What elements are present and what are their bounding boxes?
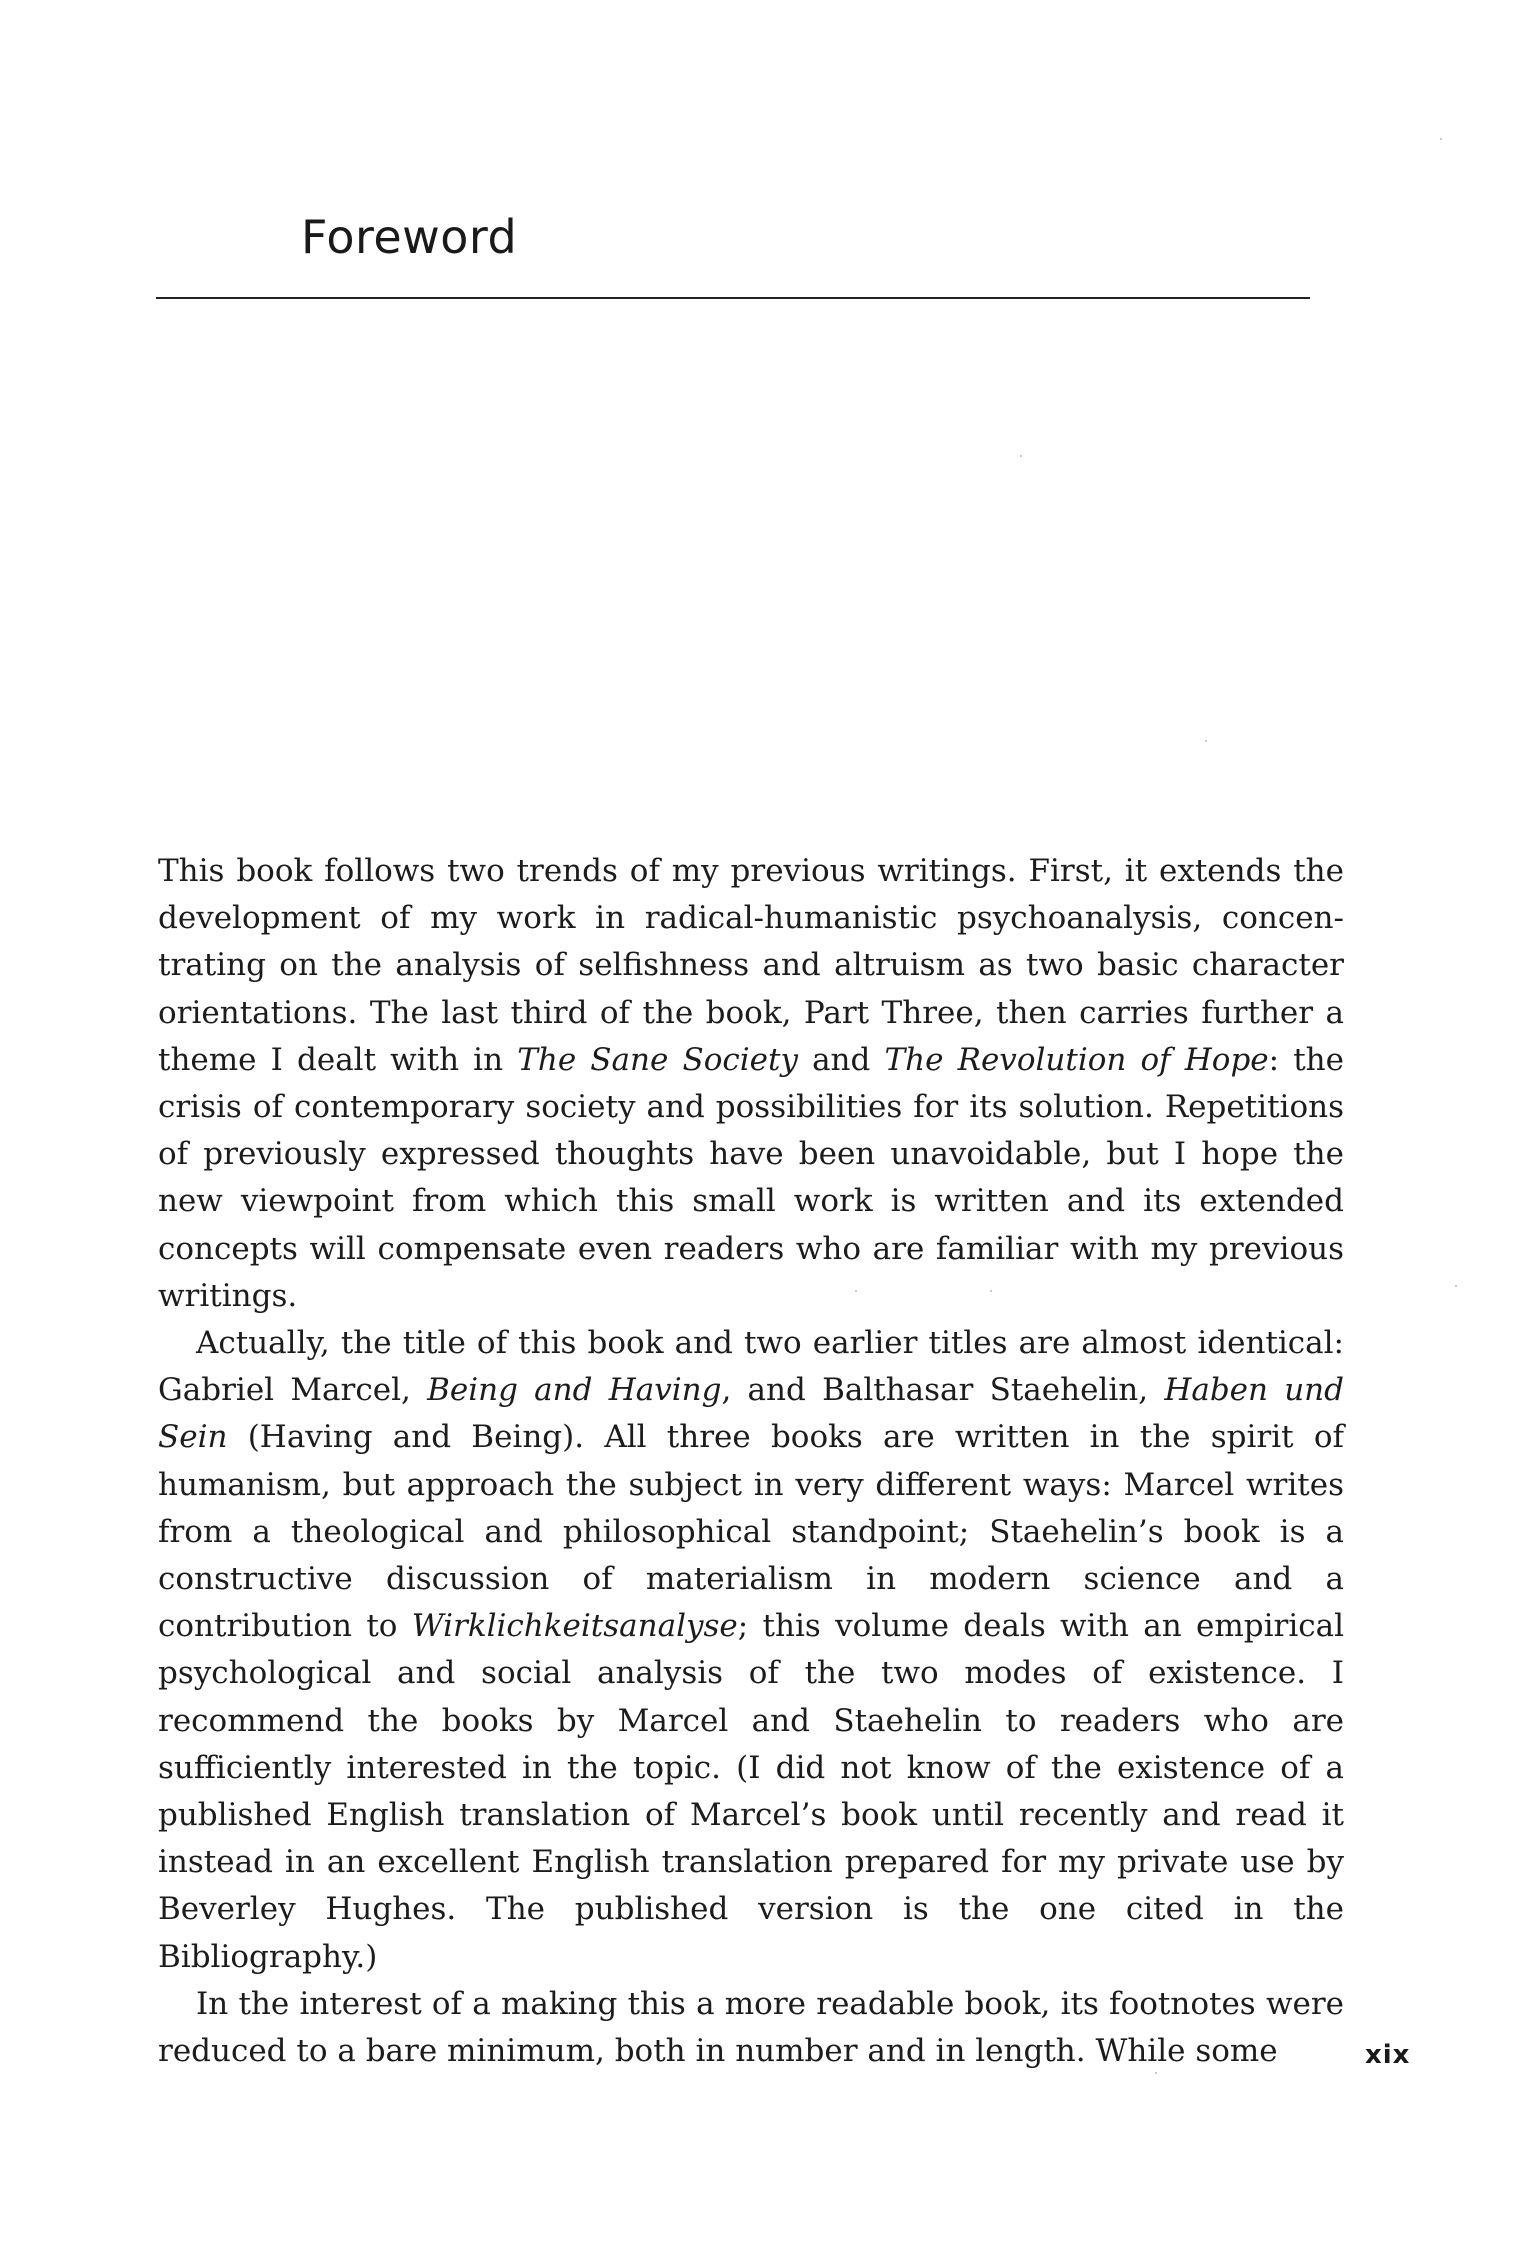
paragraph-3-text-1: In the interest of a making this a more readable book, its footnotes were reduced to a bare minimum, both in number and in length. While some [158, 1985, 1344, 2070]
scan-speck [1020, 455, 1022, 457]
paragraph-1-text-1: This book follows two trends of my previous writings. First, it extends the development of my work in radical-humanistic psychoanalysis, concentrating on the analysis of selfishness and altruism as two basic character orientations. The last third of the book, Part Three, then carries further a theme I dealt with in [158, 853, 1344, 1078]
book-title-being-and-having: Being and Having [427, 1372, 722, 1409]
scan-speck [1155, 2072, 1157, 2074]
scan-speck [855, 1290, 857, 1292]
paragraph-1-text-2: and [797, 1041, 885, 1078]
term-wirklichkeitsanalyse: Wirklichkeitsanalyse [411, 1608, 738, 1645]
book-title-haben-und-sein: Haben und Sein [158, 1372, 1344, 1456]
paragraph-1 [158, 848, 1344, 1320]
title-rule [156, 297, 1310, 299]
scan-speck [1205, 740, 1207, 742]
paragraph-1-text-3: : the crisis of contemporary society and possibilities for its solution. Repetitions of previously expressed thoughts have been unavoidable, but I hope the new viewpoint from which this small work is written and its extended concepts will compensate even readers who are familiar with my previous writings. [158, 1041, 1344, 1314]
page-number: xix [1365, 2040, 1411, 2070]
chapter-title: Foreword [301, 210, 518, 264]
scan-speck [1455, 1285, 1457, 1287]
paragraph-2-text-4: ; this volume deals with an empirical psychological and social analysis of the two modes of existence. I recommend the books by Marcel and Staehelin to readers who are sufficiently interested in the topic. (I did not know of the existence of a published English translation of Marcel’s book until recently and read it instead in an excellent English translation prepared for my private use by Beverley Hughes. The published version is the one cited in the Bibliography.) [158, 1608, 1345, 1975]
paragraph-2-text-3: (Having and Being). All three books are written in the spirit of humanism, but approach the subject in very different ways: Marcel writes from a theological and philosophical standpoint; Staehelin’s book is a constructive discussion of materialism in modern science and a contribution to [158, 1419, 1344, 1645]
book-title-sane-society: The Sane Society [517, 1041, 798, 1078]
paragraph-2-text-1: Actually, the title of this book and two earlier titles are almost identical: Gabriel Marcel, [158, 1325, 1344, 1409]
body-text [158, 848, 1344, 2075]
book-title-revolution-of-hope: The Revolution of Hope [884, 1041, 1269, 1078]
paragraph-2-text-2: , and Balthasar Staehelin, [721, 1372, 1165, 1409]
scan-speck [990, 1290, 992, 1292]
paragraph-2 [158, 1320, 1344, 1981]
paragraph-3 [158, 1981, 1344, 2075]
scan-speck [1440, 138, 1442, 140]
